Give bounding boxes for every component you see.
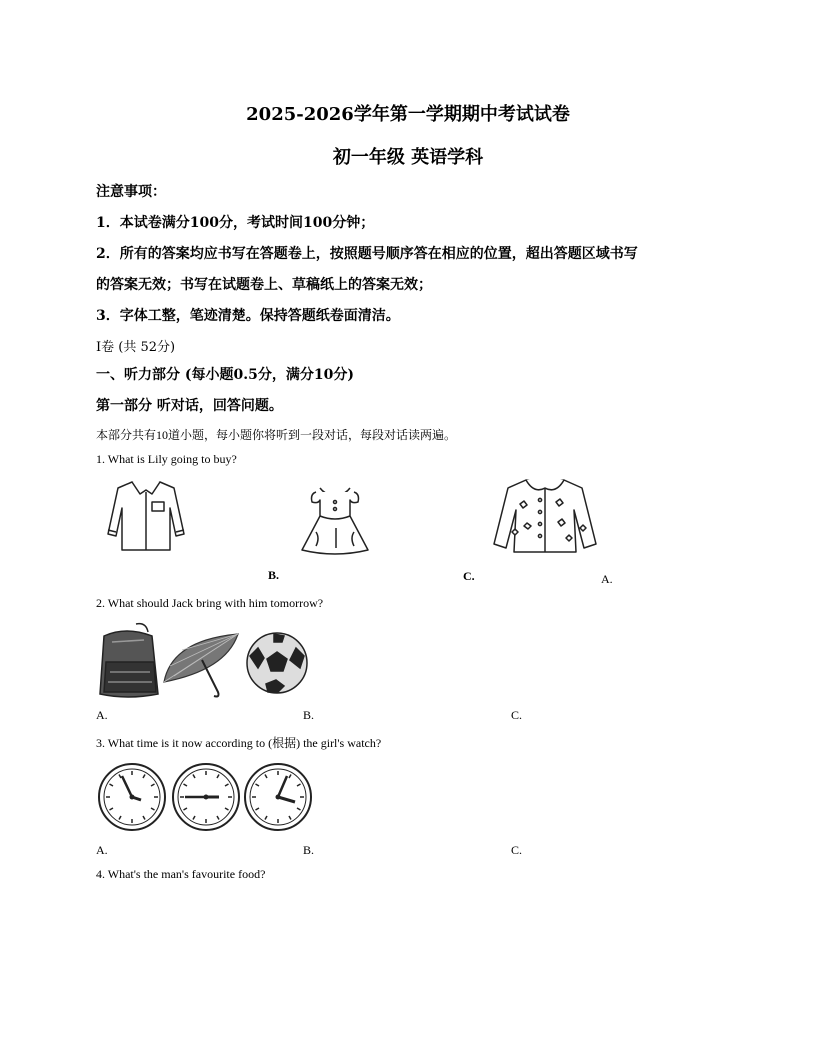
notice-heading: 注意事项： — [96, 184, 166, 200]
umbrella-icon — [162, 630, 242, 700]
section-heading-listening: 一、听力部分 (每小题0.5分，满分10分) — [96, 367, 354, 383]
q2-option-a-label: A. — [96, 708, 108, 722]
q3-option-b-label: B. — [303, 843, 315, 857]
notice-item-3: 3．字体工整，笔迹清楚。保持答题纸卷面清洁。 — [96, 308, 400, 324]
subsection-heading: 第一部分 听对话，回答问题。 — [96, 398, 283, 414]
football-icon — [244, 630, 310, 696]
cardigan-icon — [490, 474, 600, 556]
question-3-text: 3. What time is it now according to (根据) the girl's watch? — [96, 736, 382, 750]
q1-option-a-label: A. — [601, 572, 613, 586]
shirt-icon — [104, 478, 188, 554]
section-instructions: 本部分共有10道小题，每小题你将听到一段对话，每段对话读两遍。 — [96, 428, 457, 442]
question-1-text: 1. What is Lily going to buy? — [96, 452, 237, 466]
q3-option-a-label: A. — [96, 843, 108, 857]
notice-item-2-line-2: 的答案无效；书写在试题卷上、草稿纸上的答案无效； — [96, 277, 432, 293]
question-4-text: 4. What's the man's favourite food? — [96, 867, 266, 881]
exam-subtitle: 初一年级 英语学科 — [332, 147, 484, 168]
q2-option-b-label: B. — [303, 708, 315, 722]
backpack-icon — [96, 622, 162, 698]
q3-option-c-label: C. — [511, 843, 523, 857]
q2-option-c-label: C. — [511, 708, 523, 722]
dress-icon — [296, 482, 374, 556]
clock-icon — [243, 762, 313, 832]
volume-label: I卷 (共 52分) — [96, 340, 176, 355]
clock-icon — [171, 762, 241, 832]
q1-option-c-label: C. — [463, 569, 475, 583]
question-2-text: 2. What should Jack bring with him tomorrow? — [96, 596, 324, 610]
clock-icon — [97, 762, 167, 832]
exam-title: 2025-2026学年第一学期期中考试试卷 — [246, 104, 570, 125]
q1-option-b-label: B. — [268, 568, 280, 582]
notice-item-1: 1．本试卷满分100分，考试时间100分钟； — [96, 215, 375, 231]
notice-item-2-line-1: 2．所有的答案均应书写在答题卷上，按照题号顺序答在相应的位置，超出答题区域书写 — [96, 246, 638, 262]
